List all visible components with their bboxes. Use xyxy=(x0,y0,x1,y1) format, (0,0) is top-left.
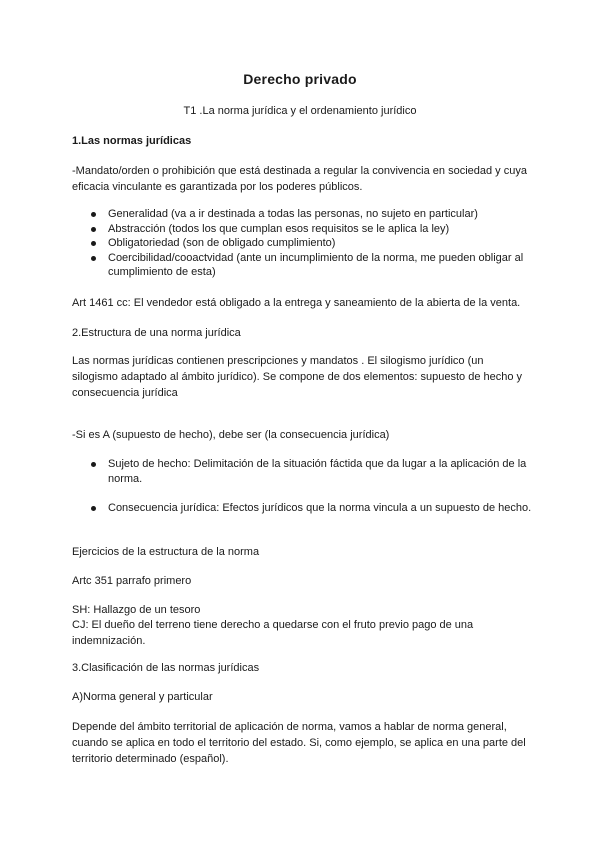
section1-heading: 1.Las normas jurídicas xyxy=(72,135,192,147)
section3-heading: 3.Clasificación de las normas jurídicas xyxy=(72,662,260,674)
section2-heading: 2.Estructura de una norma jurídica xyxy=(72,327,241,339)
exercises-heading: Ejercicios de la estructura de la norma xyxy=(72,546,260,558)
section2-paragraph: Las normas jurídicas contienen prescripciones y mandatos . El silogismo jurídico (un silogismo adaptado al ámbito jurídico). Se compone de dos elementos: supuesto de hecho y consecuencia jurídica xyxy=(72,355,523,399)
section3-paragraph: Depende del ámbito territorial de aplicación de norma, vamos a hablar de norma general, cuando se aplica en todo el territorio del estado. Si, como ejemplo, se aplica en una parte del territorio determinado (español). xyxy=(72,721,526,765)
sh-line: SH: Hallazgo de un tesoro xyxy=(72,604,201,616)
article-reference: Artc 351 parrafo primero xyxy=(72,575,192,587)
document-title: Derecho privado xyxy=(243,71,357,87)
cj-line: CJ: El dueño del terreno tiene derecho a quedarse con el fruto previo pago de una indemnización. xyxy=(72,619,474,647)
section3-subheading: A)Norma general y particular xyxy=(72,691,213,703)
article-1461: Art 1461 cc: El vendedor está obligado a la entrega y saneamiento de la abierta de la venta. xyxy=(72,297,521,309)
list-item: Coercibilidad/cooactvidad (ante un incumplimiento de la norma, me pueden obligar al cumplimiento de esta) xyxy=(72,251,532,280)
list-item: Generalidad (va a ir destinada a todas las personas, no sujeto en particular) xyxy=(72,207,532,222)
section1-bullet-list xyxy=(72,207,532,280)
section2-formula: -Si es A (supuesto de hecho), debe ser (la consecuencia jurídica) xyxy=(72,429,390,441)
list-item: Abstracción (todos los que cumplan esos requisitos se le aplica la ley) xyxy=(72,222,532,237)
section1-paragraph: -Mandato/orden o prohibición que está destinada a regular la convivencia en sociedad y cuya eficacia vinculante es garantizada por los poderes públicos. xyxy=(72,165,527,193)
list-item: Obligatoriedad (son de obligado cumplimiento) xyxy=(72,236,532,251)
list-item: Consecuencia jurídica: Efectos jurídicos que la norma vincula a un supuesto de hecho. xyxy=(72,501,532,516)
list-item: Sujeto de hecho: Delimitación de la situación fáctida que da lugar a la aplicación de la norma. xyxy=(72,457,532,487)
section2-bullet-list xyxy=(72,457,532,516)
document-subtitle: T1 .La norma jurídica y el ordenamiento jurídico xyxy=(183,105,417,117)
